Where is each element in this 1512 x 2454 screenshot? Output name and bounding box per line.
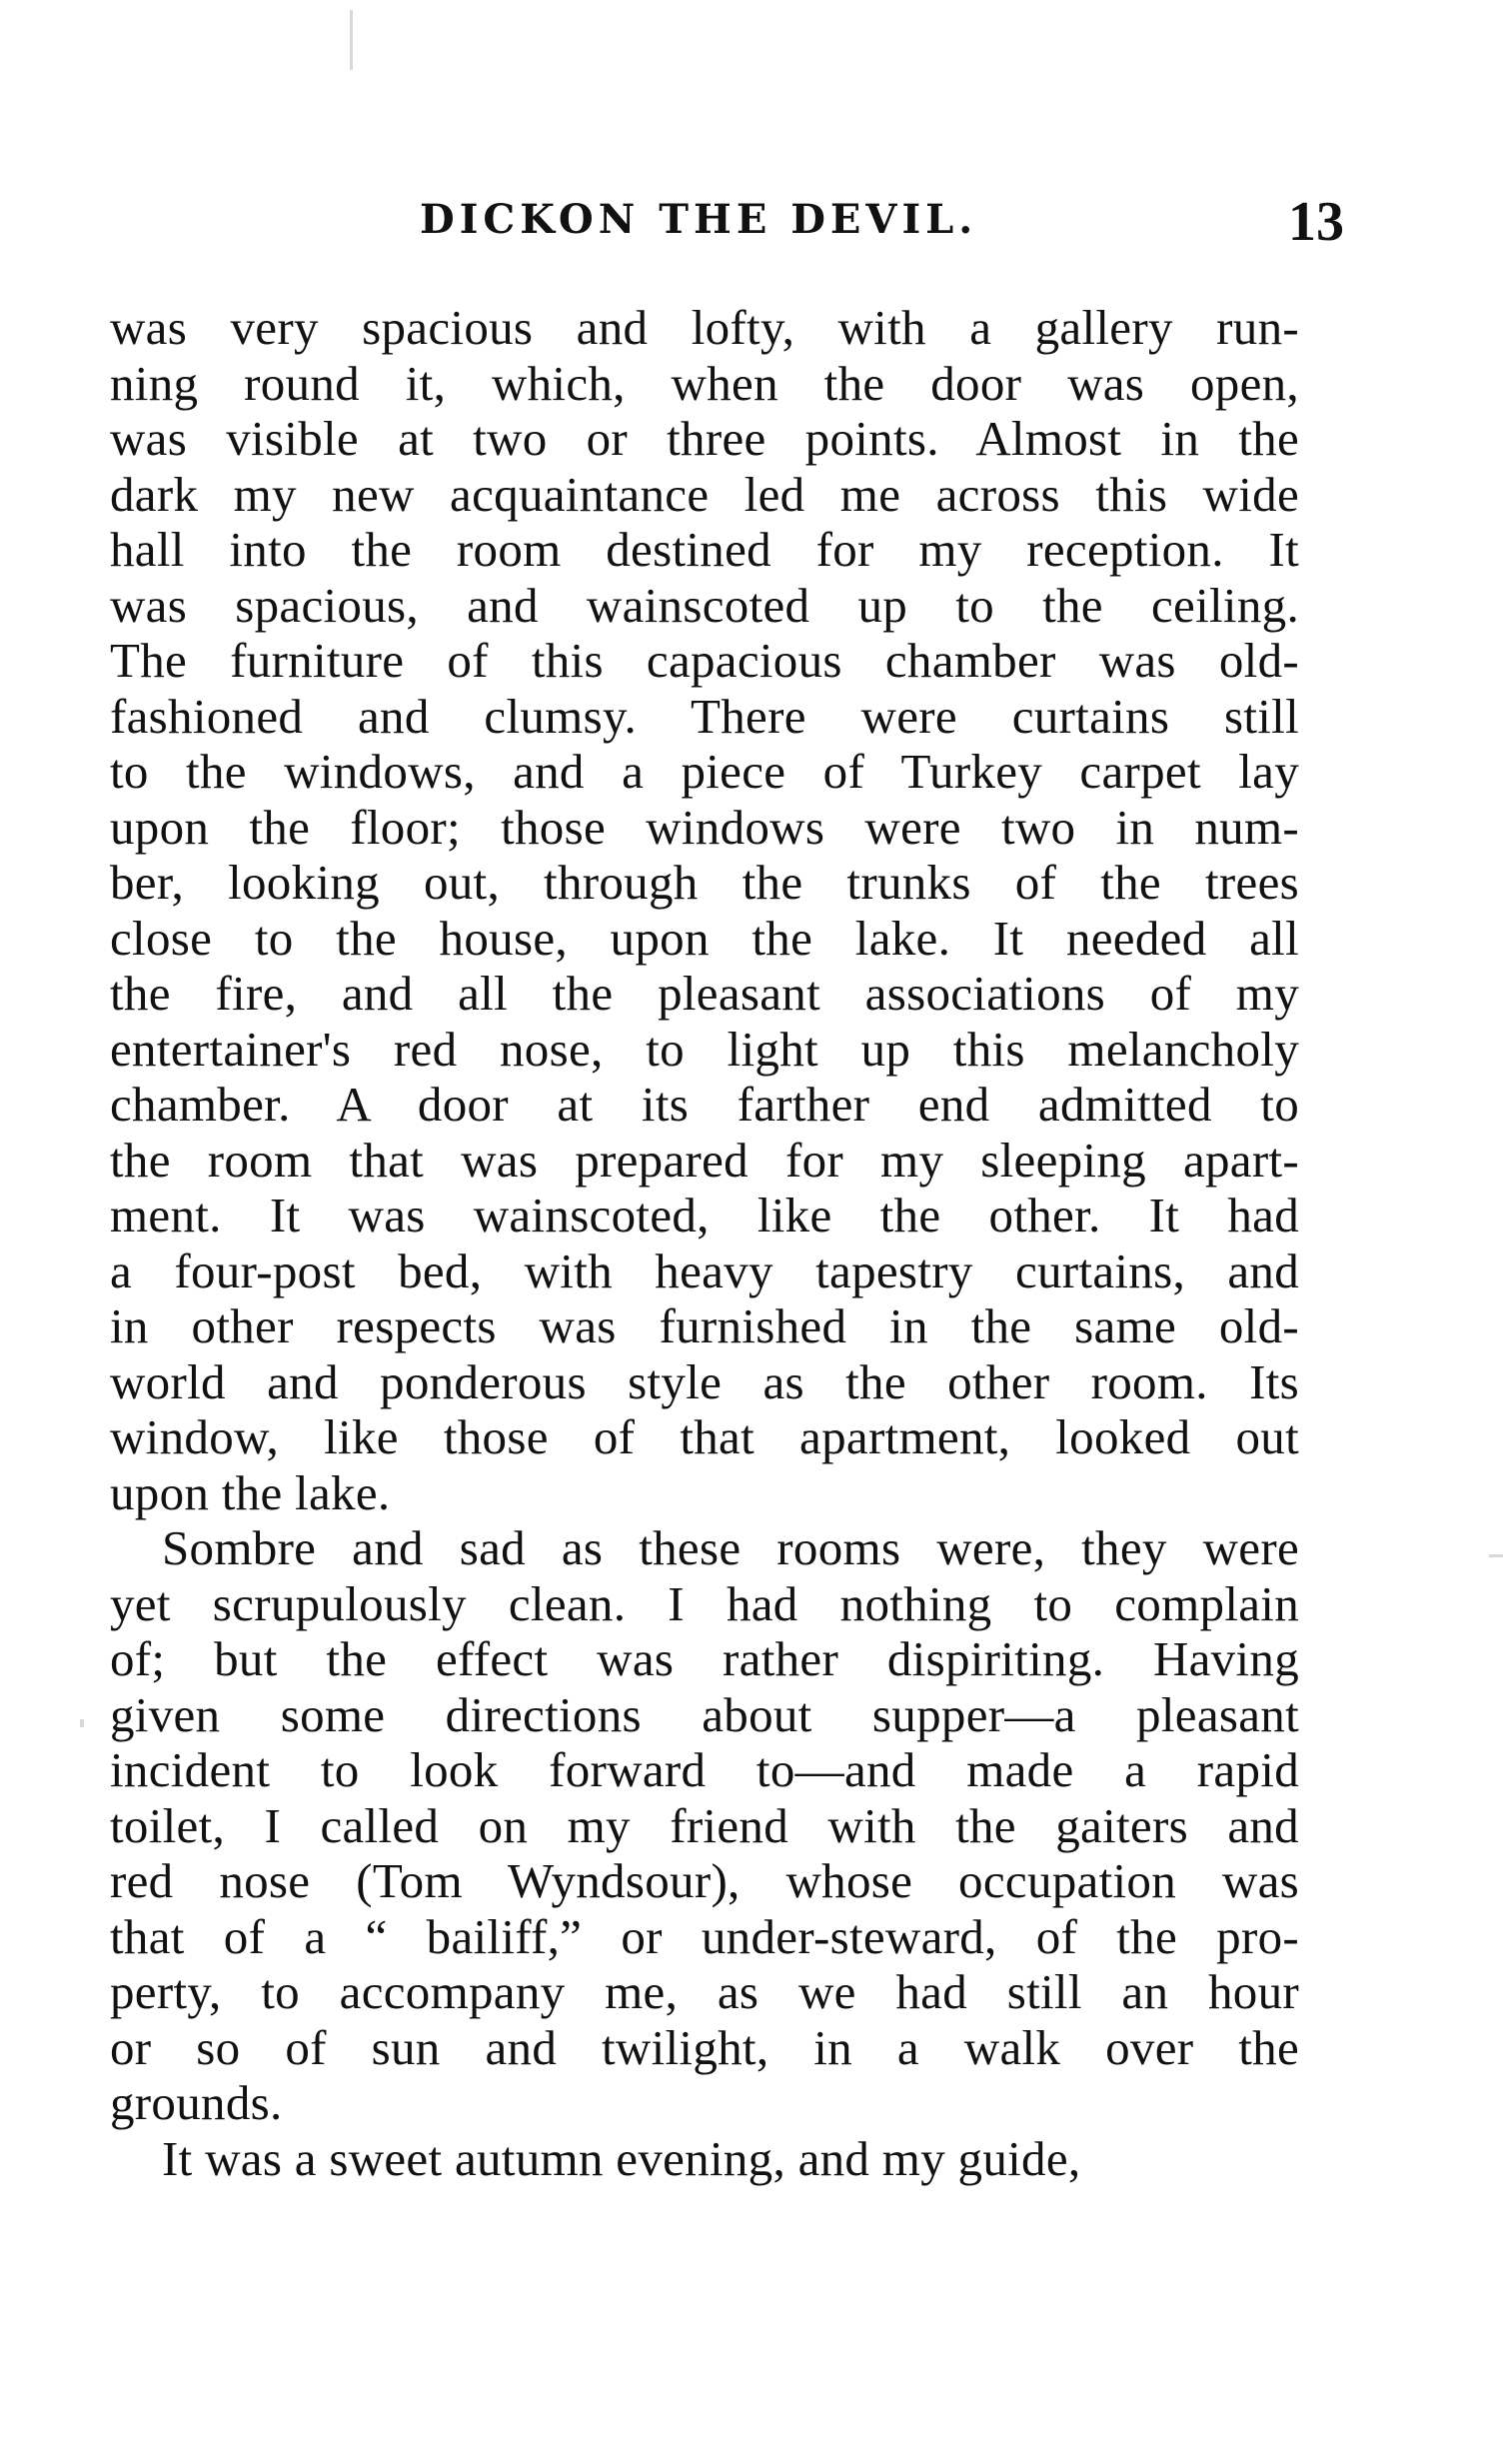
text-line: yet scrupulously clean. I had nothing to complain <box>110 1575 1299 1631</box>
paragraph <box>110 1520 1299 2131</box>
text-line: fashioned and clumsy. There were curtains still <box>110 688 1299 744</box>
text-line: a four-post bed, with heavy tapestry curtains, and <box>110 1242 1299 1298</box>
running-title: DICKON THE DEVIL. <box>420 196 978 243</box>
text-line: toilet, I called on my friend with the gaiters and <box>110 1797 1299 1853</box>
text-line: dark my new acquaintance led me across this wide <box>110 466 1299 522</box>
text-line: ment. It was wainscoted, like the other. It had <box>110 1188 1299 1242</box>
text-line: in other respects was furnished in the same old- <box>110 1298 1299 1353</box>
text-line: red nose (Tom Wyndsour), whose occupation was <box>110 1853 1299 1908</box>
text-line: close to the house, upon the lake. It needed all <box>110 910 1299 966</box>
text-line: was visible at two or three points. Almost in the <box>110 411 1299 466</box>
body-text <box>110 300 1299 2186</box>
text-line: to the windows, and a piece of Turkey carpet lay <box>110 744 1299 799</box>
text-line: window, like those of that apartment, looked out <box>110 1409 1299 1464</box>
text-line: Sombre and sad as these rooms were, they were <box>162 1520 1299 1575</box>
text-line: of; but the effect was rather dispiriting. Having <box>110 1631 1299 1686</box>
text-line: the fire, and all the pleasant associations of my <box>110 966 1299 1021</box>
paper-speck <box>1489 1554 1503 1557</box>
text-line: upon the floor; those windows were two in num- <box>110 799 1299 855</box>
text-line: The furniture of this capacious chamber was old- <box>110 633 1299 688</box>
text-line: upon the lake. <box>110 1464 391 1520</box>
text-line: was spacious, and wainscoted up to the ceiling. <box>110 577 1299 633</box>
paragraph <box>110 300 1299 1520</box>
running-head <box>110 191 1344 256</box>
text-line: ber, looking out, through the trunks of the trees <box>110 855 1299 910</box>
text-line: grounds. <box>110 2075 283 2130</box>
text-line: given some directions about supper—a pleasant <box>110 1686 1299 1742</box>
text-line: that of a “ bailiff,” or under-steward, of the pro- <box>110 1908 1299 1964</box>
paragraph <box>110 2131 1299 2187</box>
text-line: was very spacious and lofty, with a gallery run- <box>110 300 1299 355</box>
text-line: incident to look forward to—and made a rapid <box>110 1742 1299 1797</box>
text-line: chamber. A door at its farther end admitted to <box>110 1077 1299 1132</box>
text-line: hall into the room destined for my reception. It <box>110 522 1299 577</box>
text-line: or so of sun and twilight, in a walk over the <box>110 2019 1299 2075</box>
text-line: entertainer's red nose, to light up this melancholy <box>110 1021 1299 1077</box>
text-line: ning round it, which, when the door was open, <box>110 355 1299 411</box>
page-number: 13 <box>1288 191 1344 253</box>
paper-speck <box>350 10 353 70</box>
paper-speck <box>80 1719 84 1727</box>
text-line: perty, to accompany me, as we had still an hour <box>110 1964 1299 2019</box>
text-line: world and ponderous style as the other room. Its <box>110 1353 1299 1409</box>
text-line: the room that was prepared for my sleeping apart- <box>110 1132 1299 1188</box>
text-line: It was a sweet autumn evening, and my guide, <box>162 2130 1081 2186</box>
